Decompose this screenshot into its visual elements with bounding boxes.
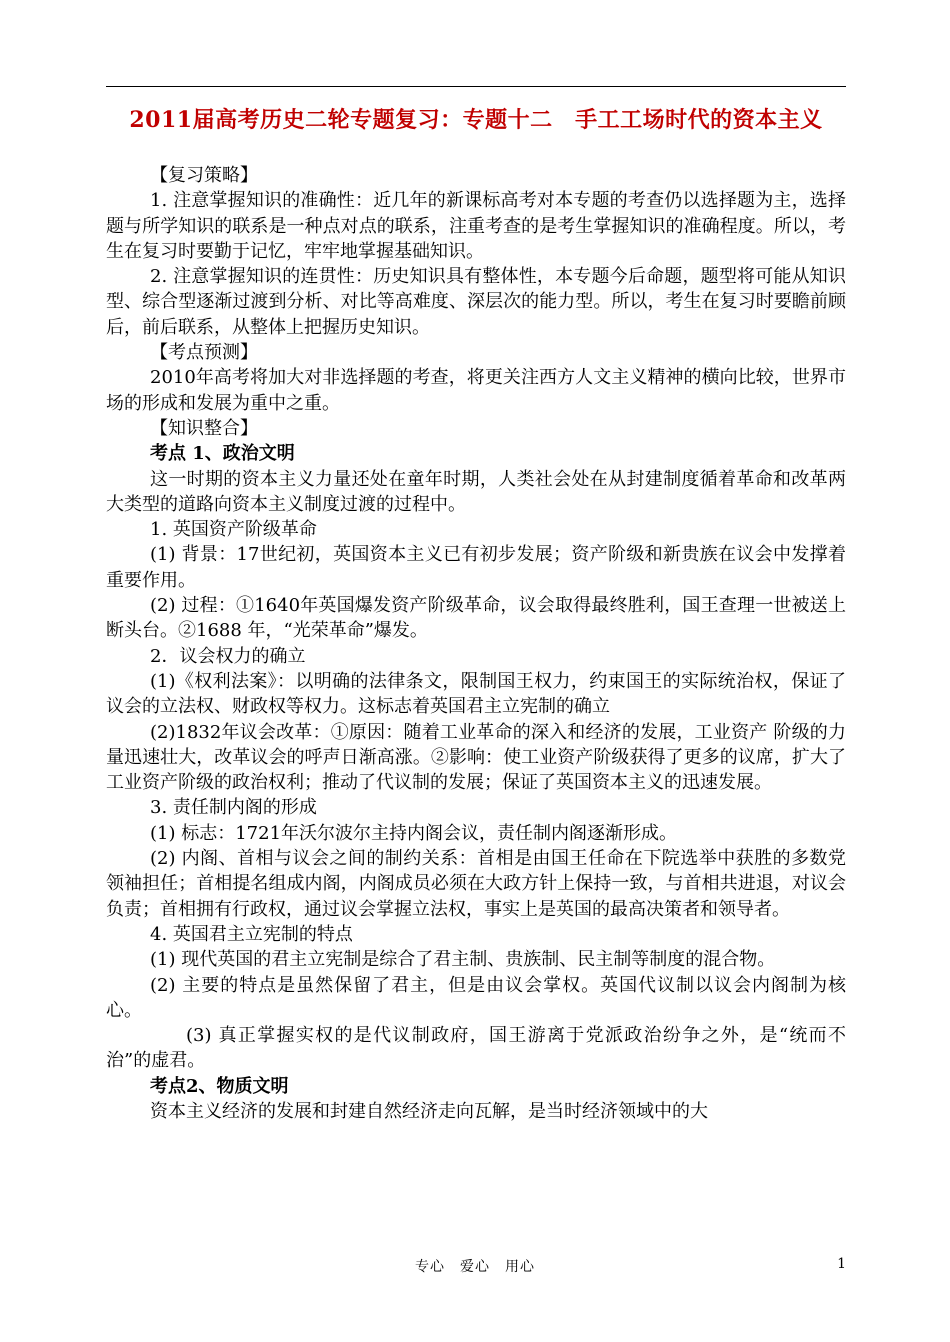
document-title: 2011届高考历史二轮专题复习：专题十二 手工工场时代的资本主义 [129,107,823,133]
paragraph: 2010年高考将加大对非选择题的考查，将更关注西方人文主义精神的横向比较，世界市场的形成和发展为重中之重。 [106,367,846,414]
paragraph: (2)1832年议会改革：①原因：随着工业革命的深入和经济的发展，工业资产 阶级的力量迅速壮大，改革议会的呼声日渐高涨。②影响：使工业资产阶级获得了更多的议席，扩大了工业资产阶级的政治权利；推动了代议制的发展；保证了英国资本主义的迅速发展。 [106,721,846,794]
header-rule [106,86,846,87]
paragraph: 2. 注意掌握知识的连贯性：历史知识具有整体性，本专题今后命题，题型将可能从知识型、综合型逐渐过渡到分析、对比等高难度、深层次的能力型。所以，考生在复习时要瞻前顾后，前后联系，从整体上把握历史知识。 [106,266,846,338]
paragraph: 【知识整合】 [150,417,258,439]
paragraph: 【复习策略】 [150,165,258,186]
paragraph: 【考点预测】 [150,342,258,364]
paragraph: (3) 真正掌握实权的是代议制政府，国王游离于党派政治纷争之外，是“统而不治”的虚君。 [106,1025,846,1072]
page-footer [0,1256,950,1276]
paragraph: 3. 责任制内阁的形成 [150,797,317,819]
section-heading: 考点2、物质文明 [150,1075,289,1097]
paragraph: (1)《权利法案》：以明确的法律条文，限制国王权力，约束国王的实际统治权，保证了议会的立法权、财政权等权力。这标志着英国君主立宪制的确立 [106,670,846,718]
footer-motto: 专心 爱心 用心 [415,1259,535,1275]
paragraph: 2．议会权力的确立 [150,645,306,667]
paragraph: (2) 内阁、首相与议会之间的制约关系：首相是由国王任命在下院选举中获胜的多数党领袖担任；首相提名组成内阁，内阁成员必须在大政方针上保持一致，与首相共进退，对议会负责；首相拥有行政权，通过议会掌握立法权，事实上是英国的最高决策者和领导者。 [106,848,846,920]
paragraph: 资本主义经济的发展和封建自然经济走向瓦解，是当时经济领域中的大 [150,1100,708,1122]
paragraph: 4. 英国君主立宪制的特点 [150,923,353,945]
paragraph: (1) 背景：17世纪初，英国资本主义已有初步发展；资产阶级和新贵族在议会中发撑着重要作用。 [106,544,846,591]
section-heading: 考点 1、政治文明 [150,443,295,465]
paragraph: (1) 标志：1721年沃尔波尔主持内阁会议，责任制内阁逐渐形成。 [150,822,678,844]
page-number: 1 [837,1256,846,1272]
document-body [106,163,846,1124]
paragraph: 1. 注意掌握知识的准确性：近几年的新课标高考对本专题的考查仍以选择题为主，选择题与所学知识的联系是一种点对点的联系，注重考查的是考生掌握知识的准确程度。所以，考生在复习时要勤于记忆，牢牢地掌握基础知识。 [106,190,846,262]
paragraph: (2) 过程：①1640年英国爆发资产阶级革命，议会取得最终胜利，国王查理一世被送上断头台。②1688 年，“光荣革命”爆发。 [106,595,846,642]
paragraph: 1. 英国资产阶级革命 [150,519,317,541]
paragraph: 这一时期的资本主义力量还处在童年时期，人类社会处在从封建制度循着革命和改革两大类型的道路向资本主义制度过渡的过程中。 [106,468,846,515]
paragraph: (2) 主要的特点是虽然保留了君主，但是由议会掌权。英国代议制以议会内阁制为核心。 [106,974,846,1021]
paragraph: (1) 现代英国的君主立宪制是综合了君主制、贵族制、民主制等制度的混合物。 [150,949,776,971]
